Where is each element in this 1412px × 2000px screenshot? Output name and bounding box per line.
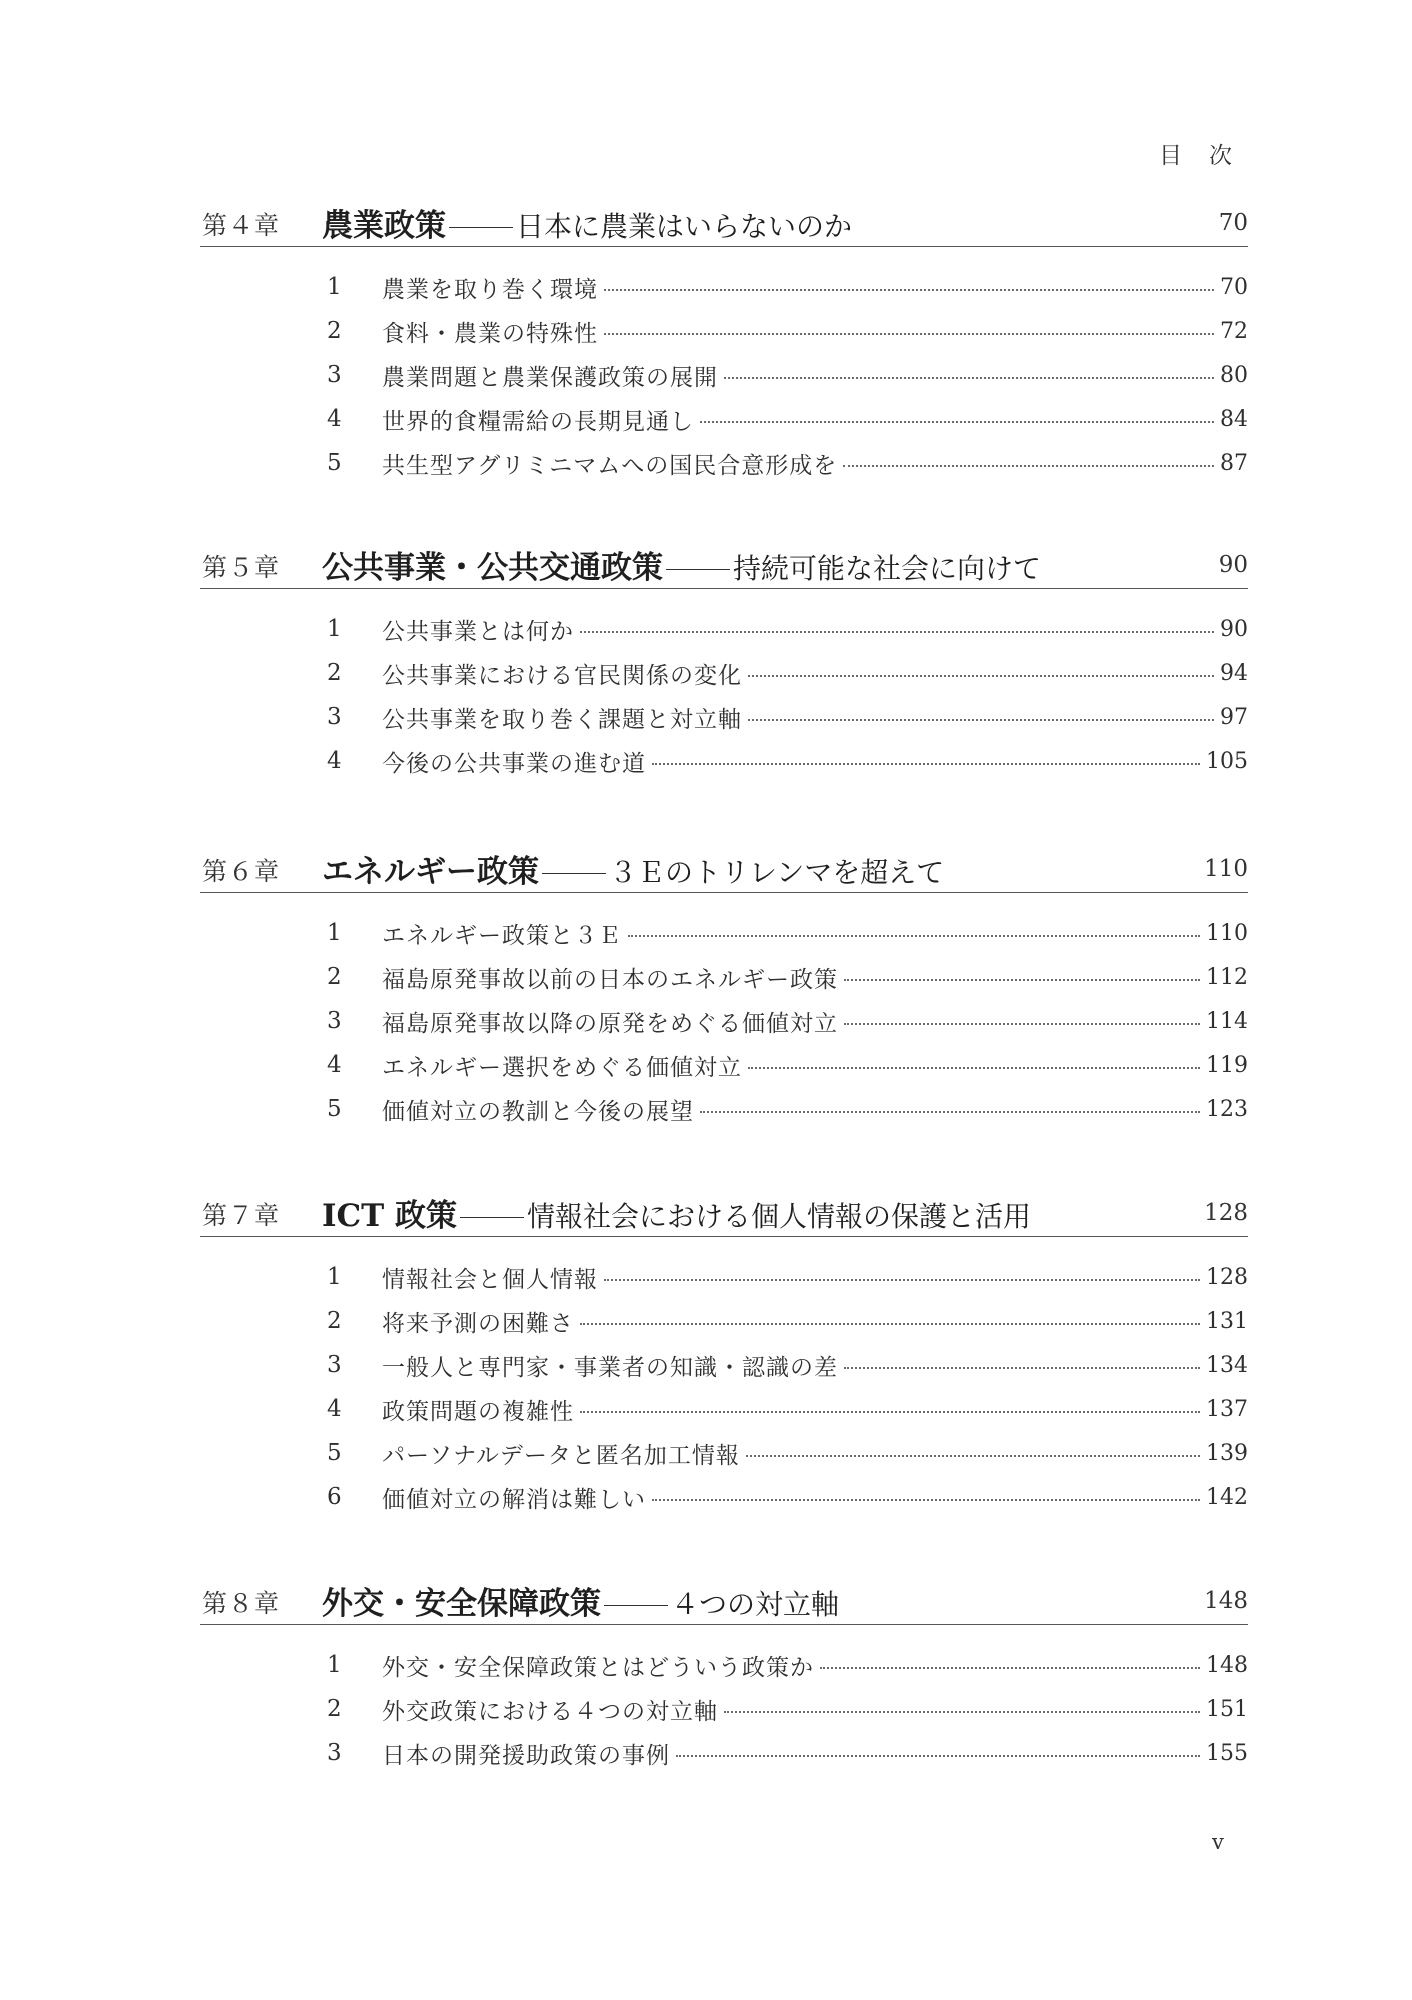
section-number: 4 [327, 1396, 342, 1422]
chapter-page: 128 [1204, 1200, 1248, 1226]
dot-leader [604, 1279, 1200, 1281]
title-dash [542, 873, 606, 875]
dot-leader [604, 333, 1214, 335]
section-page: 139 [1206, 1440, 1248, 1466]
chapter-header [200, 846, 1248, 893]
section-page: 148 [1206, 1652, 1248, 1678]
chapter-title[interactable] [322, 542, 1041, 587]
dot-leader [580, 631, 1214, 633]
section-title: 世界的食糧需給の長期見通し [382, 408, 694, 435]
dot-leader [844, 979, 1200, 981]
toc-entry[interactable] [200, 911, 1248, 955]
section-page: 155 [1206, 1740, 1248, 1766]
dot-leader [724, 1711, 1200, 1713]
chapter-header [200, 200, 1248, 247]
chapter-main-title: 農業政策 [322, 208, 446, 244]
section-page: 119 [1206, 1052, 1248, 1078]
section-page: 90 [1220, 616, 1248, 642]
chapter-title[interactable] [322, 1190, 1031, 1235]
section-page: 87 [1220, 450, 1248, 476]
chapter-subtitle: 情報社会における個人情報の保護と活用 [527, 1200, 1032, 1233]
dot-leader [652, 1499, 1200, 1501]
section-page: 134 [1206, 1352, 1248, 1378]
section-number: 4 [327, 1052, 342, 1078]
section-title: 公共事業における官民関係の変化 [382, 662, 742, 689]
section-page: 80 [1220, 362, 1248, 388]
section-number: 3 [327, 1740, 342, 1766]
dot-leader [748, 1067, 1200, 1069]
section-title: 福島原発事故以降の原発をめぐる価値対立 [382, 1010, 838, 1037]
dot-leader [843, 465, 1214, 467]
dot-leader [580, 1323, 1200, 1325]
chapter-subtitle: 持続可能な社会に向けて [733, 552, 1042, 585]
chapter-4 [200, 200, 1248, 485]
chapter-page: 148 [1204, 1588, 1248, 1614]
chapter-8 [200, 1578, 1248, 1775]
section-number: 3 [327, 1008, 342, 1034]
section-title: パーソナルデータと匿名加工情報 [382, 1442, 740, 1469]
toc-entry[interactable] [200, 607, 1248, 651]
dot-leader [628, 935, 1200, 937]
dot-leader [580, 1411, 1200, 1413]
toc-entry[interactable] [200, 1343, 1248, 1387]
section-title: 今後の公共事業の進む道 [382, 750, 646, 777]
toc-entry[interactable] [200, 1043, 1248, 1087]
dot-leader [700, 421, 1214, 423]
section-page: 151 [1206, 1696, 1248, 1722]
section-page: 94 [1220, 660, 1248, 686]
chapter-title[interactable] [322, 1578, 839, 1623]
toc-entry[interactable] [200, 651, 1248, 695]
section-number: 4 [327, 748, 342, 774]
toc-entry[interactable] [200, 955, 1248, 999]
section-title: 政策問題の複雑性 [382, 1398, 574, 1425]
toc-entry[interactable] [200, 739, 1248, 783]
section-number: 5 [327, 450, 342, 476]
section-number: 4 [327, 406, 342, 432]
chapter-number: 第５章 [202, 553, 281, 582]
dot-leader [724, 377, 1214, 379]
toc-entry[interactable] [200, 1687, 1248, 1731]
toc-entry[interactable] [200, 1087, 1248, 1131]
chapter-subtitle: 日本に農業はいらないのか [516, 210, 853, 243]
section-number: 2 [327, 660, 342, 686]
page-number: v [1212, 1830, 1224, 1854]
section-title: 外交・安全保障政策とはどういう政策か [382, 1654, 814, 1681]
section-title: 日本の開発援助政策の事例 [382, 1742, 670, 1769]
section-title: 食料・農業の特殊性 [382, 320, 598, 347]
chapter-subtitle: ３Ｅのトリレンマを超えて [609, 856, 945, 889]
chapter-title[interactable] [322, 846, 944, 891]
toc-entry[interactable] [200, 1387, 1248, 1431]
section-number: 1 [327, 1652, 342, 1678]
toc-entry[interactable] [200, 441, 1248, 485]
section-title: 一般人と専門家・事業者の知識・認識の差 [382, 1354, 838, 1381]
title-dash [460, 1217, 524, 1219]
section-page: 97 [1220, 704, 1248, 730]
section-page: 84 [1220, 406, 1248, 432]
chapter-title[interactable] [322, 200, 852, 245]
section-page: 105 [1206, 748, 1248, 774]
dot-leader [652, 763, 1200, 765]
section-title: 将来予測の困難さ [382, 1310, 574, 1337]
chapter-page: 70 [1218, 210, 1248, 236]
section-number: 2 [327, 964, 342, 990]
chapter-header [200, 1190, 1248, 1237]
toc-entry[interactable] [200, 695, 1248, 739]
chapter-main-title: 外交・安全保障政策 [322, 1586, 601, 1622]
dot-leader [700, 1111, 1200, 1113]
toc-entry[interactable] [200, 1431, 1248, 1475]
section-title: 外交政策における４つの対立軸 [382, 1698, 718, 1725]
chapter-page: 90 [1218, 552, 1248, 578]
dot-leader [676, 1755, 1200, 1757]
toc-entry[interactable] [200, 1475, 1248, 1519]
section-number: 3 [327, 362, 342, 388]
section-title: 農業問題と農業保護政策の展開 [382, 364, 718, 391]
toc-entry[interactable] [200, 265, 1248, 309]
section-number: 3 [327, 1352, 342, 1378]
chapter-subtitle: ４つの対立軸 [671, 1588, 840, 1621]
section-title: 価値対立の解消は難しい [382, 1486, 646, 1513]
section-title: 公共事業を取り巻く課題と対立軸 [382, 706, 742, 733]
toc-entry[interactable] [200, 999, 1248, 1043]
section-number: 2 [327, 1308, 342, 1334]
dot-leader [746, 1455, 1200, 1457]
section-page: 123 [1206, 1096, 1248, 1122]
section-number: 2 [327, 318, 342, 344]
section-title: 農業を取り巻く環境 [382, 276, 598, 303]
section-list [200, 911, 1248, 1131]
chapter-main-title: ICT 政策 [322, 1198, 458, 1234]
dot-leader [748, 675, 1214, 677]
toc-entry[interactable] [200, 309, 1248, 353]
section-title: 福島原発事故以前の日本のエネルギー政策 [382, 966, 838, 993]
section-list [200, 607, 1248, 783]
section-list [200, 1643, 1248, 1775]
dot-leader [844, 1367, 1200, 1369]
title-dash [604, 1605, 668, 1607]
section-page: 137 [1206, 1396, 1248, 1422]
section-page: 131 [1206, 1308, 1248, 1334]
section-number: 1 [327, 1264, 342, 1290]
chapter-number: 第４章 [202, 211, 281, 240]
dot-leader [748, 719, 1214, 721]
chapter-main-title: 公共事業・公共交通政策 [322, 550, 663, 586]
dot-leader [604, 289, 1214, 291]
section-number: 2 [327, 1696, 342, 1722]
toc-entry[interactable] [200, 397, 1248, 441]
toc-entry[interactable] [200, 1299, 1248, 1343]
section-number: 5 [327, 1096, 342, 1122]
section-title: エネルギー選択をめぐる価値対立 [382, 1054, 742, 1081]
dot-leader [820, 1667, 1200, 1669]
section-title: 情報社会と個人情報 [382, 1266, 598, 1293]
toc-entry[interactable] [200, 1255, 1248, 1299]
toc-entry[interactable] [200, 1643, 1248, 1687]
chapter-5 [200, 542, 1248, 783]
section-title: 公共事業とは何か [382, 618, 574, 645]
section-title: エネルギー政策と３Ｅ [382, 922, 622, 949]
chapter-number: 第７章 [202, 1201, 281, 1230]
section-page: 70 [1220, 274, 1248, 300]
section-number: 6 [327, 1484, 342, 1510]
section-page: 110 [1206, 920, 1248, 946]
section-number: 3 [327, 704, 342, 730]
chapter-number: 第６章 [202, 857, 281, 886]
section-number: 1 [327, 274, 342, 300]
section-list [200, 265, 1248, 485]
dot-leader [844, 1023, 1200, 1025]
toc-entry[interactable] [200, 353, 1248, 397]
section-title: 共生型アグリミニマムへの国民合意形成を [382, 452, 838, 479]
chapter-number: 第８章 [202, 1589, 281, 1618]
chapter-6 [200, 846, 1248, 1131]
section-page: 114 [1206, 1008, 1248, 1034]
section-page: 112 [1206, 964, 1248, 990]
section-page: 128 [1206, 1264, 1248, 1290]
chapter-7 [200, 1190, 1248, 1519]
title-dash [666, 569, 730, 571]
chapter-page: 110 [1204, 856, 1248, 882]
section-list [200, 1255, 1248, 1519]
section-number: 1 [327, 616, 342, 642]
section-page: 72 [1220, 318, 1248, 344]
section-number: 5 [327, 1440, 342, 1466]
section-number: 1 [327, 920, 342, 946]
running-head: 目 次 [1159, 143, 1234, 169]
chapter-header [200, 1578, 1248, 1625]
section-title: 価値対立の教訓と今後の展望 [382, 1098, 694, 1125]
section-page: 142 [1206, 1484, 1248, 1510]
chapter-main-title: エネルギー政策 [322, 854, 539, 890]
toc-entry[interactable] [200, 1731, 1248, 1775]
chapter-header [200, 542, 1248, 589]
title-dash [449, 227, 513, 229]
